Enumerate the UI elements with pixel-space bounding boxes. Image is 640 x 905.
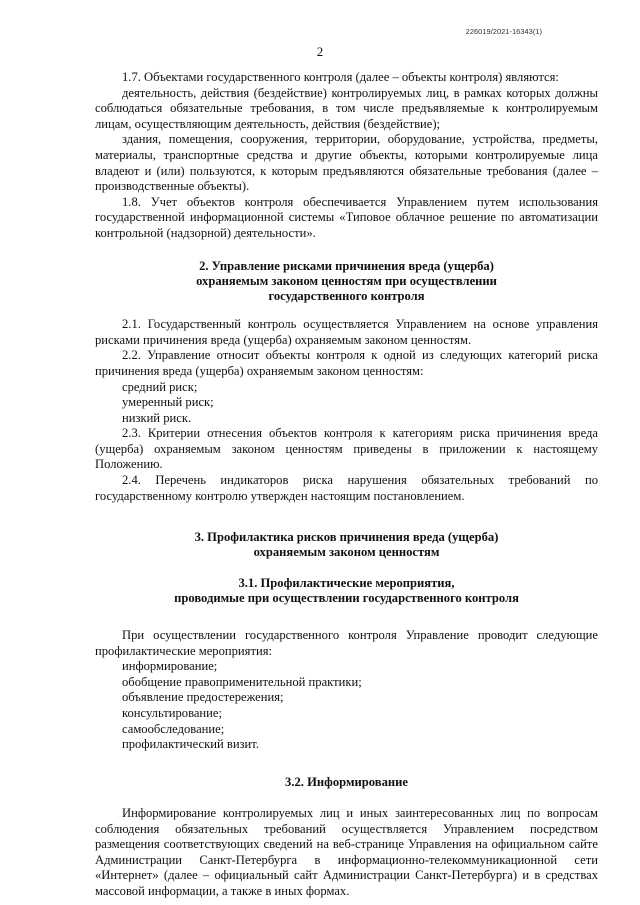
- subsection-3-1-heading-line-2: проводимые при осуществлении государственного контроля: [174, 590, 519, 605]
- measure-item: обобщение правоприменительной практики;: [122, 674, 362, 689]
- measure-item: объявление предостережения;: [122, 690, 284, 705]
- paragraph-informing: Информирование контролируемых лиц и иных заинтересованных лиц по вопросам соблюдения обязательных требований осуществляется Управлением посредством размещения соответствующих сведений на веб-странице Управления на официальном сайте Администрации Санкт-Петербурга в информационно-телекоммуникационной сети «Интернет» (далее – официальный сайт Администрации Санкт-Петербурга) и в средствах массовой информации, а также в иных формах.: [95, 806, 598, 898]
- paragraph-2-1: 2.1. Государственный контроль осуществляется Управлением на основе управления рисками причинения вреда (ущерба) охраняемым законом ценностям.: [95, 317, 598, 347]
- paragraph-buildings: здания, помещения, сооружения, территории, оборудование, устройства, предметы, материалы, транспортные средства и другие объекты, которыми контролируемые лица владеют и (или) пользуются, к которым предъявляются обязательные требования (далее – производственные объекты).: [95, 132, 598, 194]
- paragraph-2-3: 2.3. Критерии отнесения объектов контроля к категориям риска причинения вреда (ущерба) охраняемым законом ценностям приведены в приложении к настоящему Положению.: [95, 426, 598, 472]
- risk-level-item: умеренный риск;: [122, 395, 214, 410]
- paragraph-measures-intro: При осуществлении государственного контроля Управление проводит следующие профилактические мероприятия:: [95, 628, 598, 658]
- paragraph-activity: деятельность, действия (бездействие) контролируемых лиц, в рамках которых должны соблюдаться обязательные требования, в том числе предъявляемые к контролируемым лицам, осуществляющим деятельность, действия (бездействие);: [95, 85, 598, 131]
- measure-item: самообследование;: [122, 721, 225, 736]
- section-3-heading: [95, 530, 598, 560]
- paragraph-2-4: 2.4. Перечень индикаторов риска нарушения обязательных требований по государственному контролю утвержден настоящим постановлением.: [95, 473, 598, 503]
- subsection-3-1-heading: [95, 576, 598, 606]
- section-3-heading-line-1: 3. Профилактика рисков причинения вреда (ущерба): [194, 530, 499, 545]
- section-2-heading-line-3: государственного контроля: [268, 288, 425, 303]
- document-id: 226019/2021-16343(1): [465, 27, 542, 36]
- measure-item: информирование;: [122, 659, 218, 674]
- section-2-heading: [95, 259, 598, 305]
- section-3-heading-line-2: охраняемым законом ценностям: [253, 545, 440, 560]
- subsection-3-2-heading: 3.2. Информирование: [285, 774, 408, 789]
- document-body: [95, 70, 598, 900]
- risk-level-item: низкий риск.: [122, 410, 192, 425]
- section-2-heading-line-2: охраняемым законом ценностям при осуществлении: [196, 273, 497, 288]
- paragraph-1-7: 1.7. Объектами государственного контроля (далее – объекты контроля) являются:: [122, 70, 559, 84]
- subsection-3-1-heading-line-1: 3.1. Профилактические мероприятия,: [238, 575, 455, 590]
- section-2-heading-line-1: 2. Управление рисками причинения вреда (ущерба): [199, 258, 494, 273]
- measure-item: профилактический визит.: [122, 737, 259, 752]
- paragraph-1-8: 1.8. Учет объектов контроля обеспечивается Управлением путем использования государственной информационной системы «Типовое облачное решение по автоматизации контрольной (надзорной) деятельности».: [95, 194, 598, 240]
- paragraph-2-2: 2.2. Управление относит объекты контроля к одной из следующих категорий риска причинения вреда (ущерба) охраняемым законом ценностям:: [95, 348, 598, 378]
- risk-level-item: средний риск;: [122, 379, 198, 394]
- page-number: 2: [316, 44, 324, 59]
- measure-item: консультирование;: [122, 706, 223, 721]
